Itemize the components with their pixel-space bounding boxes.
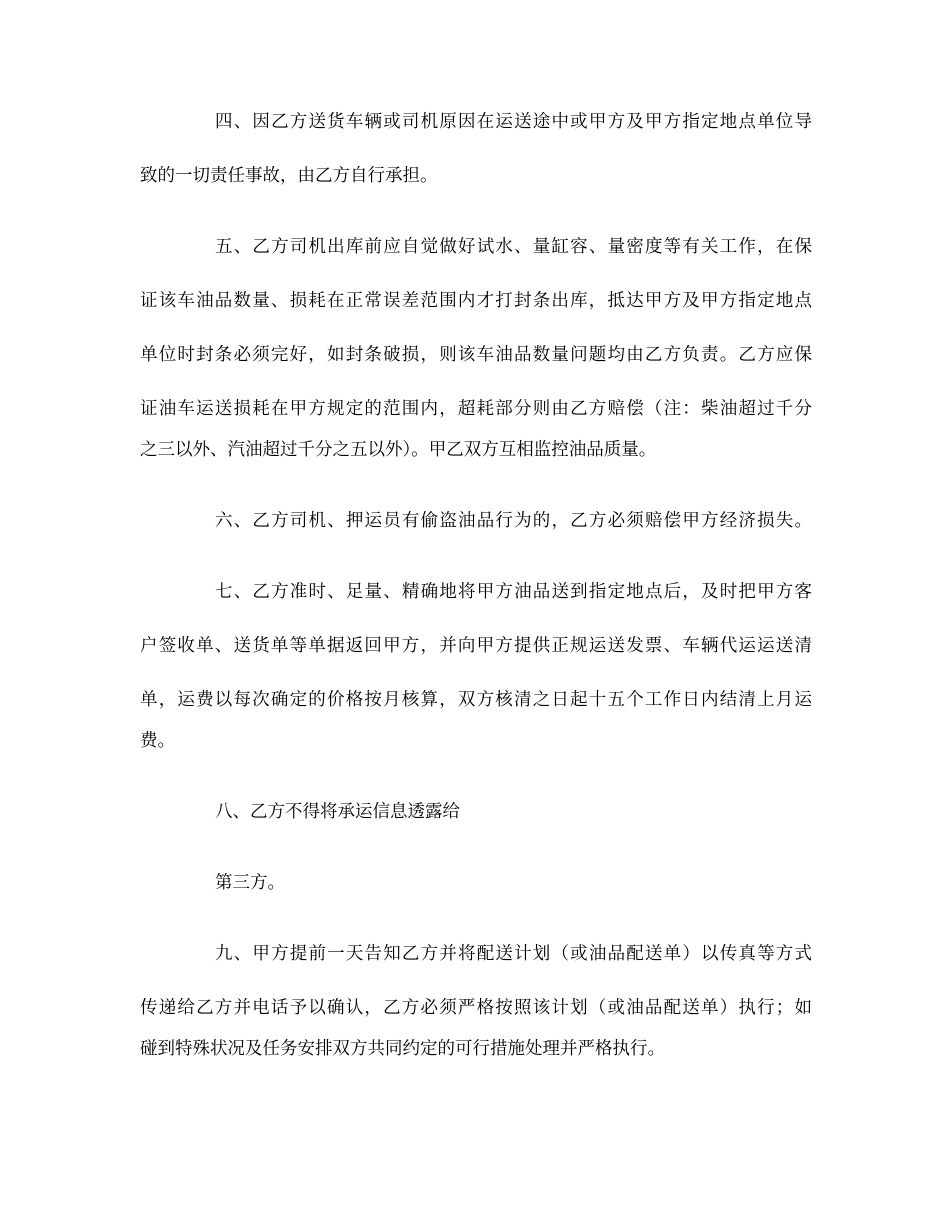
- clause-9-line-2: 传递给乙方并电话予以确认，乙方必须严格按照该计划（或油品配送单）执行；如: [140, 998, 812, 1018]
- clause-7-line-1: 七、乙方准时、足量、精确地将甲方油品送到指定地点后，及时把甲方客: [215, 582, 812, 602]
- clause-7-line-3: 单，运费以每次确定的价格按月核算，双方核清之日起十五个工作日内结清上月运: [140, 690, 812, 710]
- clause-5-line-1: 五、乙方司机出库前应自觉做好试水、量缸容、量密度等有关工作，在保: [215, 237, 812, 257]
- clause-5-line-2: 证该车油品数量、损耗在正常误差范围内才打封条出库，抵达甲方及甲方指定地点: [140, 291, 812, 311]
- clause-9-line-1: 九、甲方提前一天告知乙方并将配送计划（或油品配送单）以传真等方式: [215, 944, 812, 964]
- clause-8-continuation: 第三方。: [215, 873, 285, 893]
- clause-5-line-5: 之三以外、汽油超过千分之五以外）。甲乙双方互相监控油品质量。: [140, 440, 657, 460]
- clause-7-line-2: 户签收单、送货单等单据返回甲方，并向甲方提供正规运送发票、车辆代运运送清: [140, 636, 812, 656]
- clause-4-line-2: 致的一切责任事故，由乙方自行承担。: [140, 166, 438, 186]
- clause-6-line-1: 六、乙方司机、押运员有偷盗油品行为的，乙方必须赔偿甲方经济损失。: [215, 511, 812, 531]
- clause-9-line-3: 碰到特殊状况及任务安排双方共同约定的可行措施处理并严格执行。: [140, 1039, 665, 1059]
- clause-8-line-1: 八、乙方不得将承运信息透露给: [215, 802, 460, 822]
- clause-4-line-1: 四、因乙方送货车辆或司机原因在运送途中或甲方及甲方指定地点单位导: [215, 112, 812, 132]
- clause-5-line-3: 单位时封条必须完好，如封条破损，则该车油品数量问题均由乙方负责。乙方应保: [140, 345, 812, 365]
- clause-5-line-4: 证油车运送损耗在甲方规定的范围内，超耗部分则由乙方赔偿（注：柴油超过千分: [140, 399, 812, 419]
- clause-7-line-4: 费。: [140, 731, 175, 751]
